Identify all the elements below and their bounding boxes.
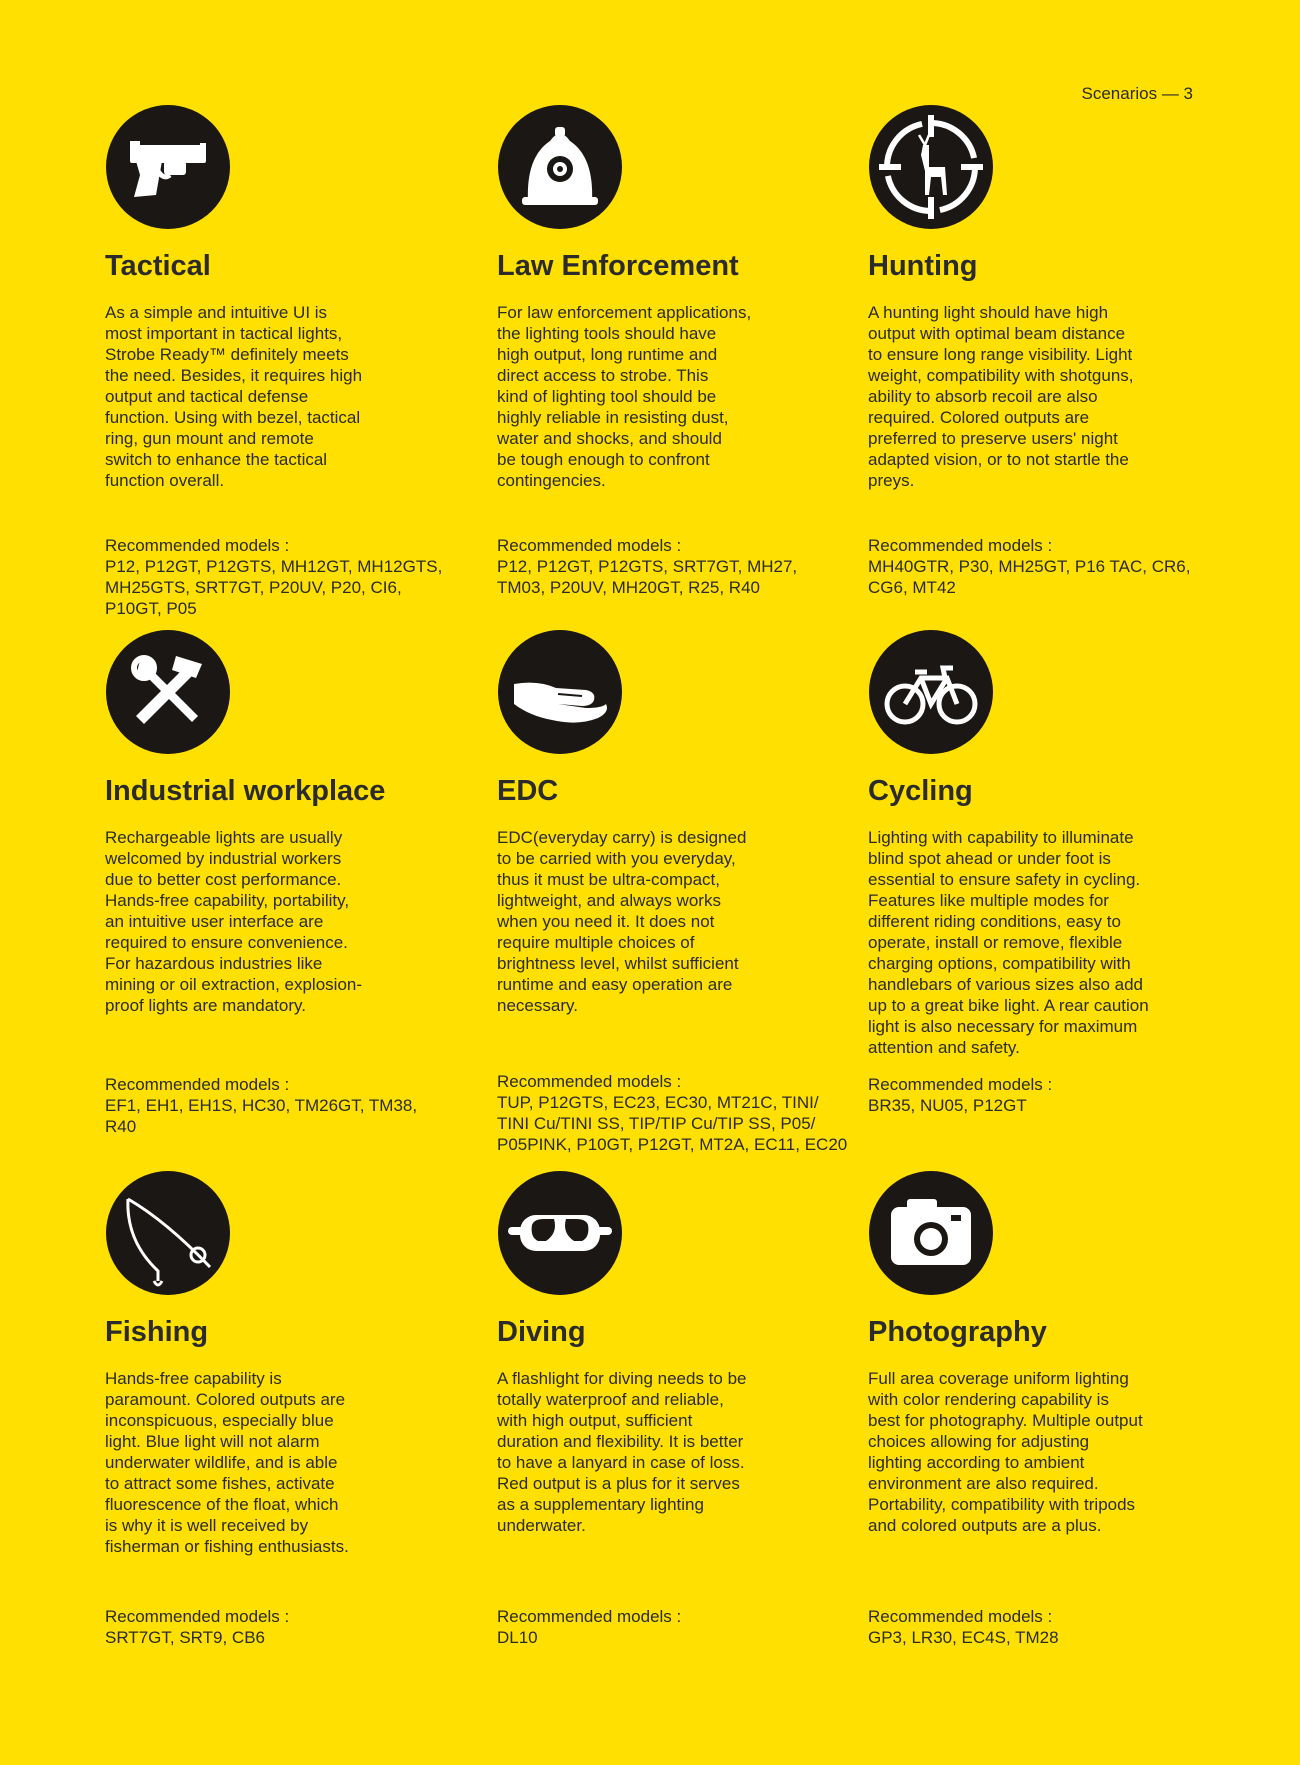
recommended-models: TUP, P12GTS, EC23, EC30, MT21C, TINI/ TINI Cu/TINI SS, TIP/TIP Cu/TIP SS, P05/ P05PINK, P10GT, P12GT, MT2A, EC11, EC20 [497, 1093, 848, 1154]
scenario-description: Hands-free capability is paramount. Colored outputs are inconspicuous, especially blue light. Blue light will not alarm underwater wildlife, and is able to attract some fishes, activate fluorescence of the float, which is why it is well received by fisherman or fishing enthusiasts. [105, 1369, 349, 1556]
recommended-label: Recommended models : [868, 1607, 1053, 1626]
scenario-title: Cycling [868, 775, 973, 807]
scenario-description: Full area coverage uniform lighting with color rendering capability is best for photography. Multiple output choices allowing for adjusting lighting according to ambient environment are also required. Portability, compatibility with tripods and colored outputs are a plus. [868, 1369, 1143, 1535]
scenario-title: EDC [497, 775, 559, 807]
recommended-label: Recommended models : [105, 536, 290, 555]
scenario-title: Tactical [105, 250, 211, 282]
page-label: Scenarios — 3 [1081, 84, 1193, 103]
scenario-description: For law enforcement applications, the lighting tools should have high output, long runtime and direct access to strobe. This kind of lighting tool should be highly reliable in resisting dust, water and shocks, and should be tough enough to confront contingencies. [497, 303, 752, 490]
scenario-description: A hunting light should have high output with optimal beam distance to ensure long range visibility. Light weight, compatibility with shotguns, ability to absorb recoil are also required. Colored outputs are preferred to preserve users' night adapted vision, or to not startle the preys. [868, 303, 1134, 490]
recommended-models: DL10 [497, 1628, 538, 1647]
camera-icon [869, 1171, 993, 1295]
recommended-models: SRT7GT, SRT9, CB6 [105, 1628, 265, 1647]
recommended-models: MH40GTR, P30, MH25GT, P16 TAC, CR6, CG6, MT42 [868, 557, 1191, 597]
bicycle-icon [869, 630, 993, 754]
recommended-label: Recommended models : [868, 1075, 1053, 1094]
recommended-label: Recommended models : [105, 1075, 290, 1094]
scenario-title: Photography [868, 1316, 1047, 1348]
scenario-description: Rechargeable lights are usually welcomed by industrial workers due to better cost performance. Hands-free capability, portability, an intuitive user interface are required to ensure convenience. For hazardous industries like mining or oil extraction, explosion- proof lights are mandatory. [105, 828, 363, 1015]
recommended-models: EF1, EH1, EH1S, HC30, TM26GT, TM38, R40 [105, 1096, 418, 1136]
recommended-label: Recommended models : [105, 1607, 290, 1626]
recommended-label: Recommended models : [497, 536, 682, 555]
scenario-title: Hunting [868, 250, 978, 282]
fishing-rod-icon [106, 1171, 230, 1295]
recommended-label: Recommended models : [497, 1072, 682, 1091]
recommended-label: Recommended models : [497, 1607, 682, 1626]
scenario-description: Lighting with capability to illuminate blind spot ahead or under foot is essential to ensure safety in cycling. Features like multiple modes for different riding conditions, easy to operate, install or remove, flexible charging options, compatibility with handlebars of various sizes also add up to a great bike light. A rear caution light is also necessary for maximum attention and safety. [868, 828, 1149, 1057]
recommended-models: BR35, NU05, P12GT [868, 1096, 1027, 1115]
recommended-models: P12, P12GT, P12GTS, SRT7GT, MH27, TM03, P20UV, MH20GT, R25, R40 [497, 557, 798, 597]
scenario-description: As a simple and intuitive UI is most important in tactical lights, Strobe Ready™ definitely meets the need. Besides, it requires high output and tactical defense function. Using with bezel, tactical ring, gun mount and remote switch to enhance the tactical function overall. [105, 303, 363, 490]
scenario-title: Industrial workplace [105, 775, 386, 807]
deer-crosshair-icon [869, 105, 993, 229]
scenario-title: Fishing [105, 1316, 209, 1348]
scenario-description: A flashlight for diving needs to be totally waterproof and reliable, with high output, sufficient duration and flexibility. It is better to have a lanyard in case of loss. Red output is a plus for it serves as a supplementary lighting underwater. [497, 1369, 747, 1535]
diving-goggles-icon [498, 1171, 622, 1295]
scenario-title: Diving [497, 1316, 586, 1348]
recommended-label: Recommended models : [868, 536, 1053, 555]
open-hand-icon [498, 630, 622, 754]
police-helmet-icon [498, 105, 622, 229]
recommended-models: GP3, LR30, EC4S, TM28 [868, 1628, 1059, 1647]
revolver-icon [106, 105, 230, 229]
recommended-models: P12, P12GT, P12GTS, MH12GT, MH12GTS, MH25GTS, SRT7GT, P20UV, P20, CI6, P10GT, P05 [105, 557, 443, 618]
scenario-description: EDC(everyday carry) is designed to be carried with you everyday, thus it must be ultra-compact, lightweight, and always works when you need it. It does not require multiple choices of brightness level, whilst sufficient runtime and easy operation are necessary. [497, 828, 747, 1015]
scenario-title: Law Enforcement [497, 250, 739, 282]
hammer-wrench-icon [106, 630, 230, 754]
